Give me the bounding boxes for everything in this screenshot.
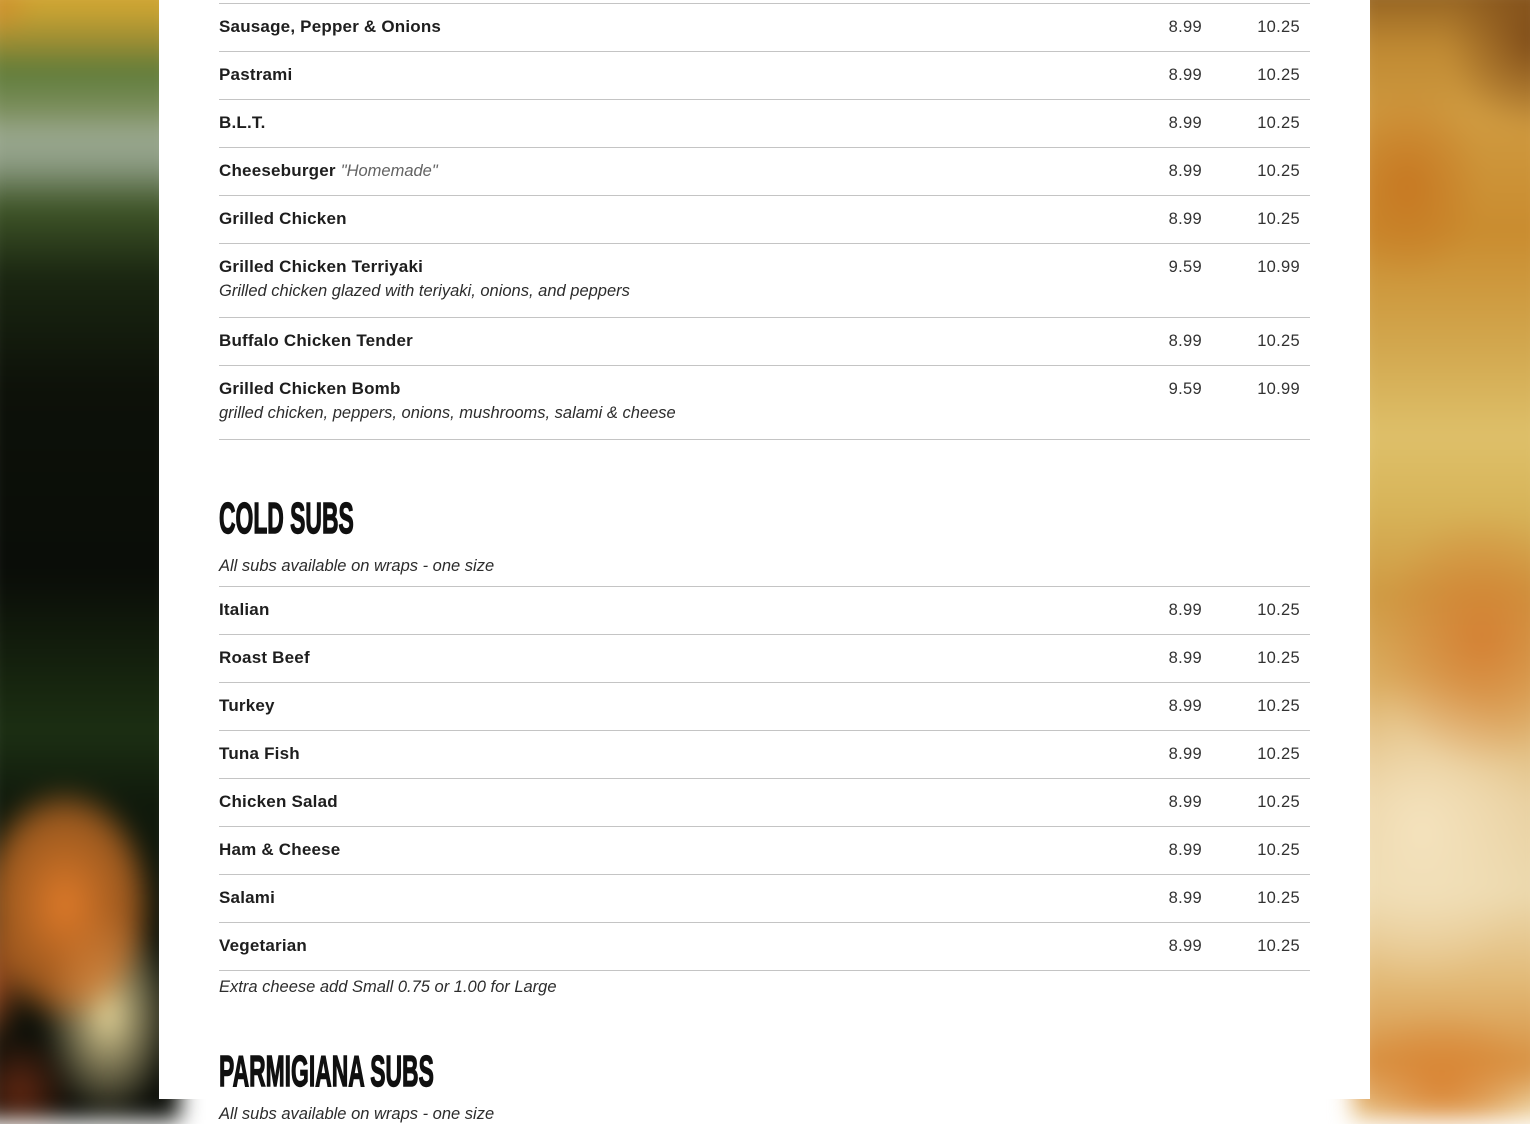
price-small: 8.99 [1168, 114, 1202, 132]
item-name: Vegetarian [219, 936, 307, 955]
item-name: Turkey [219, 696, 275, 715]
price-small: 8.99 [1168, 697, 1202, 715]
menu-items [219, 3, 1310, 440]
price-small: 8.99 [1168, 66, 1202, 84]
menu-item-row [219, 683, 1310, 731]
price-small: 8.99 [1168, 745, 1202, 763]
menu-item-line [219, 647, 1310, 669]
section-title-text: PARMIGIANA SUBS [219, 1047, 434, 1096]
price-small: 8.99 [1168, 793, 1202, 811]
item-name: Chicken Salad [219, 792, 338, 811]
menu-panel [159, 0, 1370, 1123]
item-name: Grilled Chicken Terriyaki [219, 257, 424, 276]
price-small: 8.99 [1168, 162, 1202, 180]
price-small: 9.59 [1168, 258, 1202, 276]
item-inline-note: "Homemade" [340, 162, 438, 180]
menu-item-line [219, 208, 1310, 230]
section-title [219, 494, 1310, 544]
price-small: 9.59 [1168, 380, 1202, 398]
price-large: 10.25 [1257, 697, 1300, 715]
price-large: 10.25 [1257, 649, 1300, 667]
price-large: 10.25 [1257, 889, 1300, 907]
item-name-cell [219, 112, 1110, 134]
item-description: grilled chicken, peppers, onions, mushrooms, salami & cheese [219, 404, 676, 422]
menu-item-line [219, 887, 1310, 909]
menu-section-hot-subs [219, 3, 1310, 440]
item-name-cell [219, 887, 1110, 909]
menu-item-line [219, 695, 1310, 717]
menu-item-row [219, 196, 1310, 244]
item-name-cell [219, 935, 1110, 957]
price-small: 8.99 [1168, 332, 1202, 350]
menu-item-row [219, 148, 1310, 196]
background-photo-right [1352, 0, 1530, 1120]
item-name-cell [219, 378, 1110, 400]
menu-item-line [219, 16, 1310, 38]
item-name-cell [219, 647, 1110, 669]
price-large: 10.25 [1257, 601, 1300, 619]
menu-root [219, 3, 1310, 1124]
menu-item-line [219, 378, 1310, 400]
item-name: Cheeseburger [219, 161, 336, 180]
menu-item-line [219, 330, 1310, 352]
menu-item-line [219, 64, 1310, 86]
menu-item-line [219, 160, 1310, 182]
section-title-text: COLD SUBS [219, 494, 354, 543]
section-subtitle: All subs available on wraps - one size [219, 1105, 495, 1123]
item-name: Salami [219, 888, 276, 907]
item-name: Tuna Fish [219, 744, 300, 763]
price-small: 8.99 [1168, 841, 1202, 859]
price-small: 8.99 [1168, 18, 1202, 36]
item-name-cell [219, 208, 1110, 230]
price-small: 8.99 [1168, 889, 1202, 907]
menu-item-line [219, 839, 1310, 861]
price-large: 10.99 [1257, 380, 1300, 398]
section-footnote: Extra cheese add Small 0.75 or 1.00 for Large [219, 978, 557, 996]
item-name: Grilled Chicken [219, 209, 347, 228]
menu-item-line [219, 791, 1310, 813]
menu-item-row [219, 100, 1310, 148]
menu-item-row [219, 244, 1310, 318]
item-name: Roast Beef [219, 648, 310, 667]
menu-item-row [219, 318, 1310, 366]
menu-items [219, 586, 1310, 971]
item-name-cell [219, 16, 1110, 38]
section-subtitle: All subs available on wraps - one size [219, 557, 495, 575]
item-name: Sausage, Pepper & Onions [219, 17, 442, 36]
menu-item-row [219, 779, 1310, 827]
price-large: 10.25 [1257, 332, 1300, 350]
item-name-cell [219, 160, 1110, 182]
menu-item-row [219, 875, 1310, 923]
item-name-cell [219, 743, 1110, 765]
price-large: 10.25 [1257, 793, 1300, 811]
item-name: Ham & Cheese [219, 840, 341, 859]
menu-section-cold-subs [219, 494, 1310, 997]
item-name-cell [219, 64, 1110, 86]
background-photo-left [0, 0, 180, 1120]
price-large: 10.25 [1257, 841, 1300, 859]
menu-item-row [219, 587, 1310, 635]
price-large: 10.25 [1257, 162, 1300, 180]
price-small: 8.99 [1168, 601, 1202, 619]
price-small: 8.99 [1168, 649, 1202, 667]
menu-item-row [219, 635, 1310, 683]
price-small: 8.99 [1168, 937, 1202, 955]
price-large: 10.25 [1257, 18, 1300, 36]
item-name: Buffalo Chicken Tender [219, 331, 413, 350]
item-name-cell [219, 695, 1110, 717]
item-name-cell [219, 839, 1110, 861]
menu-item-row [219, 52, 1310, 100]
menu-section-parmigiana-subs [219, 1047, 1310, 1124]
menu-item-row [219, 4, 1310, 52]
item-name: B.L.T. [219, 113, 266, 132]
price-large: 10.25 [1257, 745, 1300, 763]
item-name-cell [219, 256, 1110, 278]
price-large: 10.25 [1257, 210, 1300, 228]
menu-item-line [219, 935, 1310, 957]
menu-item-line [219, 599, 1310, 621]
item-name-cell [219, 791, 1110, 813]
section-title [219, 1047, 1310, 1097]
price-small: 8.99 [1168, 210, 1202, 228]
item-name-cell [219, 599, 1110, 621]
price-large: 10.99 [1257, 258, 1300, 276]
menu-item-row [219, 366, 1310, 440]
item-name: Grilled Chicken Bomb [219, 379, 401, 398]
item-name: Pastrami [219, 65, 293, 84]
menu-item-row [219, 827, 1310, 875]
price-large: 10.25 [1257, 66, 1300, 84]
menu-item-line [219, 256, 1310, 278]
menu-item-line [219, 743, 1310, 765]
item-description: Grilled chicken glazed with teriyaki, onions, and peppers [219, 282, 630, 300]
price-large: 10.25 [1257, 937, 1300, 955]
menu-item-row [219, 923, 1310, 971]
item-name: Italian [219, 600, 270, 619]
price-large: 10.25 [1257, 114, 1300, 132]
item-name-cell [219, 330, 1110, 352]
menu-item-line [219, 112, 1310, 134]
menu-item-row [219, 731, 1310, 779]
